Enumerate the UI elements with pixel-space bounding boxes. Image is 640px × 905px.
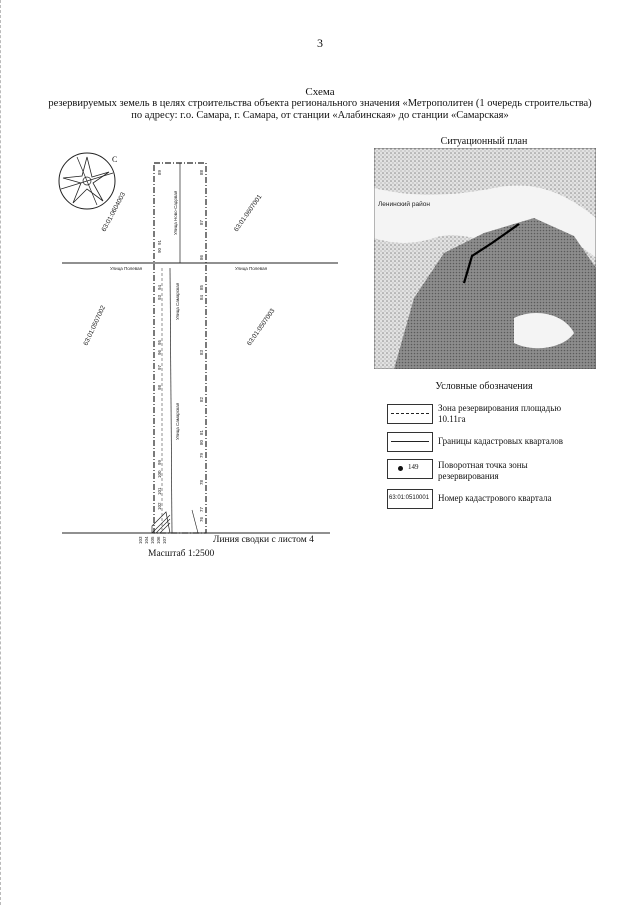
sheet-join-label: Линия сводки с листом 4 bbox=[213, 535, 314, 545]
zone-corner-detail bbox=[152, 512, 170, 533]
point-label: 91 bbox=[157, 239, 162, 245]
turning-point-dot-icon bbox=[398, 466, 403, 471]
axis-line-lower bbox=[170, 268, 172, 533]
point-label: 88 bbox=[199, 169, 204, 175]
point-label: 105 bbox=[150, 536, 155, 544]
document-title: Схема bbox=[305, 86, 335, 98]
legend-text-quarter-number: Номер кадастрового квартала bbox=[438, 493, 552, 503]
turning-point-sample-number: 149 bbox=[408, 463, 419, 471]
point-label: 106 bbox=[156, 536, 161, 544]
point-label: 107 bbox=[162, 536, 167, 544]
compass-north-label: С bbox=[112, 155, 118, 164]
point-label: 90 bbox=[157, 247, 162, 253]
page-number: 3 bbox=[317, 36, 323, 50]
point-label: 95 bbox=[157, 339, 162, 345]
situation-plan-map bbox=[374, 148, 596, 369]
point-label: 85 bbox=[199, 284, 204, 290]
hatch-line bbox=[156, 519, 170, 533]
reservation-scheme-map bbox=[40, 140, 360, 580]
district-label: Ленинский район bbox=[378, 201, 430, 208]
point-label: 104 bbox=[144, 536, 149, 544]
point-label: 94 bbox=[157, 284, 162, 290]
document-subtitle: резервируемых земель в целях строительства объекта регионального значения «Метрополитен (1 очередь строительства) bbox=[48, 98, 592, 109]
point-label: 82 bbox=[199, 396, 204, 402]
point-label: 97 bbox=[157, 364, 162, 370]
street-label-samarskaya-low: Улица Самарская bbox=[175, 402, 180, 440]
point-label: 98 bbox=[157, 384, 162, 390]
hatch-line bbox=[160, 523, 170, 533]
legend-text-turning-point: Поворотная точка зоны резервирования bbox=[438, 460, 528, 481]
point-label: 99 bbox=[157, 459, 162, 465]
point-label: 100 bbox=[157, 470, 162, 478]
point-label: 79 bbox=[199, 452, 204, 458]
point-label: 102 bbox=[157, 502, 162, 510]
point-label: 101 bbox=[157, 487, 162, 495]
point-label: 96 bbox=[157, 349, 162, 355]
point-label: 77 bbox=[199, 506, 204, 512]
street-label-polevaya-left: Улица Полевая bbox=[110, 266, 143, 271]
legend-text-reservation-zone: Зона резервирования площадью 10.11га bbox=[438, 403, 562, 424]
street-label-novo-sadovaya: Улица Ново-Садовая bbox=[173, 190, 178, 235]
point-label: 78 bbox=[199, 479, 204, 485]
legend-key-turning-point bbox=[387, 459, 433, 479]
point-label: 87 bbox=[199, 219, 204, 225]
quarter-label-0507003: 63:01:0507003 bbox=[245, 307, 277, 348]
point-label: 89 bbox=[157, 169, 162, 175]
street-label-polevaya-right: Улица Полевая bbox=[235, 266, 268, 271]
point-label: 80 bbox=[199, 439, 204, 445]
quarter-sample-number: 63:01:0510001 bbox=[389, 495, 430, 501]
situation-plan-title: Ситуационный план bbox=[440, 136, 528, 147]
legend-key-quarter-number bbox=[387, 489, 433, 509]
street-label-samarskaya-mid: Улица Самарская bbox=[175, 282, 180, 320]
point-label: 83 bbox=[199, 349, 204, 355]
point-label: 76 bbox=[199, 516, 204, 522]
quarter-label-0607001: 63:01:0607001 bbox=[232, 193, 264, 234]
map-scale: Масштаб 1:2500 bbox=[148, 549, 215, 559]
legend-key-cadastral-borders bbox=[387, 432, 433, 452]
hatch-line bbox=[152, 515, 170, 533]
point-label: 93 bbox=[157, 294, 162, 300]
compass-rose-icon bbox=[59, 153, 118, 209]
quarter-label-0604003: 63:01:0604003 bbox=[100, 191, 128, 233]
legend-text-cadastral-borders: Границы кадастровых кварталов bbox=[438, 436, 564, 446]
page-edge-left bbox=[0, 0, 2, 905]
point-label: 84 bbox=[199, 294, 204, 300]
legend-key-reservation-zone bbox=[387, 404, 433, 424]
point-label: 86 bbox=[199, 254, 204, 260]
hatch-line bbox=[192, 510, 198, 533]
legend-title: Условные обозначения bbox=[435, 381, 533, 392]
point-label: 103 bbox=[138, 536, 143, 544]
document-address: по адресу: г.о. Самара, г. Самара, от станции «Алабинская» до станции «Самарская» bbox=[131, 110, 509, 121]
quarter-label-0507002: 63:01:0507002 bbox=[82, 304, 108, 347]
point-label: 81 bbox=[199, 429, 204, 435]
